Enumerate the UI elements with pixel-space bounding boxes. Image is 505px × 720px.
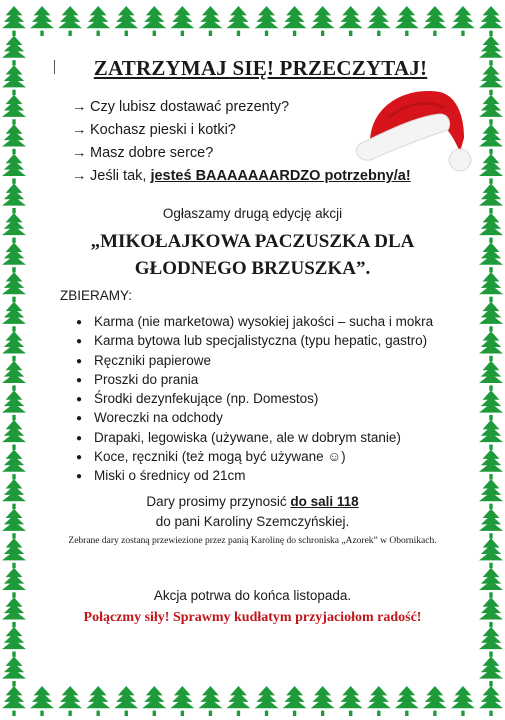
tree-icon — [283, 686, 307, 716]
tree-icon — [170, 686, 194, 716]
tree-icon — [479, 509, 503, 539]
tree-icon — [2, 538, 26, 568]
tree-icon — [479, 686, 503, 716]
gifts-instruction: Dary prosimy przynosić do sali 118 — [146, 494, 359, 509]
list-item: ● Koce, ręczniki (też mogą być używane ☺) — [76, 447, 433, 466]
tree-icon — [86, 686, 110, 716]
tree-icon — [395, 6, 419, 36]
tree-icon — [114, 686, 138, 716]
bullet-icon: ● — [76, 374, 83, 386]
tree-icon — [479, 390, 503, 420]
transport-note: Zebrane dary zostaną przewiezione przez panią Karolinę do schroniska „Azorek” w Obornikach. — [68, 536, 437, 546]
tree-icon — [2, 361, 26, 391]
list-item: ● Karma (nie marketowa) wysokiej jakości – sucha i mokra — [76, 312, 433, 331]
tree-icon — [2, 302, 26, 332]
tree-icon — [2, 656, 26, 686]
tree-icon — [30, 6, 54, 36]
tree-icon — [479, 154, 503, 184]
tree-icon — [479, 420, 503, 450]
tree-icon — [479, 36, 503, 66]
text-cursor — [54, 60, 55, 74]
tree-icon — [2, 420, 26, 450]
tree-icon — [2, 627, 26, 657]
tree-icon — [479, 6, 503, 36]
slogan: Połączmy siły! Sprawmy kudłatym przyjaciołom radość! — [83, 610, 422, 625]
needed-emphasis: jesteś BAAAAAAARDZO potrzebny/a! — [150, 168, 411, 184]
tree-icon — [2, 36, 26, 66]
flyer-content — [48, 48, 457, 672]
tree-icon — [367, 686, 391, 716]
tree-icon — [479, 302, 503, 332]
tree-icon — [2, 6, 26, 36]
tree-icon — [479, 538, 503, 568]
santa-hat-icon — [348, 78, 473, 178]
tree-icon — [2, 479, 26, 509]
tree-icon — [311, 686, 335, 716]
bullet-icon: ● — [76, 432, 83, 444]
tree-icon — [479, 627, 503, 657]
tree-icon — [479, 449, 503, 479]
tree-icon — [423, 686, 447, 716]
tree-icon — [2, 243, 26, 273]
tree-icon — [339, 6, 363, 36]
tree-icon — [226, 686, 250, 716]
tree-icon — [451, 6, 475, 36]
collect-label: ZBIERAMY: — [60, 288, 133, 303]
room-number: do sali 118 — [290, 494, 359, 509]
tree-icon — [2, 686, 26, 716]
tree-icon — [2, 95, 26, 125]
gifts-recipient: do pani Karoliny Szemczyńskiej. — [155, 514, 350, 529]
tree-icon — [2, 183, 26, 213]
tree-icon — [367, 6, 391, 36]
tree-icon — [423, 6, 447, 36]
tree-icon — [395, 686, 419, 716]
tree-icon — [451, 686, 475, 716]
collect-list — [76, 312, 433, 486]
announcement-text: Ogłaszamy drugą edycję akcji — [162, 206, 343, 221]
headline: ZATRZYMAJ SIĘ! PRZECZYTAJ! — [93, 56, 428, 80]
bullet-icon: ● — [76, 413, 83, 425]
question-item-final: → Jeśli tak, jesteś BAAAAAAARDZO potrzebny/a! — [72, 165, 411, 188]
tree-icon — [170, 6, 194, 36]
tree-icon — [2, 390, 26, 420]
tree-icon — [479, 656, 503, 686]
bullet-icon: ● — [76, 394, 83, 406]
question-item: → Czy lubisz dostawać prezenty? — [72, 96, 411, 119]
tree-icon — [2, 154, 26, 184]
tree-icon — [479, 183, 503, 213]
campaign-title: „MIKOŁAJKOWA PACZUSZKA DLA GŁODNEGO BRZUSZKA”. — [90, 231, 415, 279]
tree-icon — [2, 124, 26, 154]
deadline-text: Akcja potrwa do końca listopada. — [153, 588, 352, 603]
list-item: ● Ręczniki papierowe — [76, 351, 433, 370]
tree-icon — [311, 6, 335, 36]
tree-icon — [2, 449, 26, 479]
bullet-icon: ● — [76, 452, 83, 464]
bullet-icon: ● — [76, 336, 83, 348]
tree-icon — [2, 597, 26, 627]
tree-icon — [86, 6, 110, 36]
tree-icon — [30, 686, 54, 716]
tree-icon — [339, 686, 363, 716]
list-item: ● Drapaki, legowiska (używane, ale w dobrym stanie) — [76, 428, 433, 447]
bullet-icon: ● — [76, 355, 83, 367]
tree-icon — [479, 65, 503, 95]
tree-icon — [58, 686, 82, 716]
tree-icon — [114, 6, 138, 36]
tree-icon — [479, 597, 503, 627]
tree-icon — [2, 272, 26, 302]
tree-icon — [479, 479, 503, 509]
list-item: ● Miski o średnicy od 21cm — [76, 466, 433, 485]
tree-icon — [2, 331, 26, 361]
tree-icon — [58, 6, 82, 36]
tree-icon — [2, 65, 26, 95]
arrow-icon: → — [72, 122, 87, 138]
tree-icon — [255, 686, 279, 716]
question-item: → Masz dobre serce? — [72, 142, 411, 165]
list-item: ● Proszki do prania — [76, 370, 433, 389]
bullet-icon: ● — [76, 471, 83, 483]
tree-icon — [255, 6, 279, 36]
tree-icon — [479, 331, 503, 361]
tree-icon — [479, 95, 503, 125]
arrow-icon: → — [72, 145, 87, 161]
tree-icon — [283, 6, 307, 36]
tree-icon — [2, 213, 26, 243]
tree-icon — [2, 568, 26, 598]
list-item: ● Środki dezynfekujące (np. Domestos) — [76, 389, 433, 408]
tree-icon — [2, 509, 26, 539]
list-item: ● Woreczki na odchody — [76, 408, 433, 427]
tree-icon — [198, 686, 222, 716]
tree-icon — [142, 6, 166, 36]
arrow-icon: → — [72, 99, 87, 115]
question-item: → Kochasz pieski i kotki? — [72, 119, 411, 142]
tree-icon — [142, 686, 166, 716]
tree-icon — [479, 213, 503, 243]
tree-icon — [198, 6, 222, 36]
list-item: ● Karma bytowa lub specjalistyczna (typu hepatic, gastro) — [76, 331, 433, 350]
bullet-icon: ● — [76, 317, 83, 328]
tree-icon — [479, 124, 503, 154]
tree-icon — [479, 361, 503, 391]
tree-icon — [479, 272, 503, 302]
arrow-icon: → — [72, 168, 87, 184]
tree-icon — [479, 568, 503, 598]
tree-icon — [479, 243, 503, 273]
tree-icon — [226, 6, 250, 36]
